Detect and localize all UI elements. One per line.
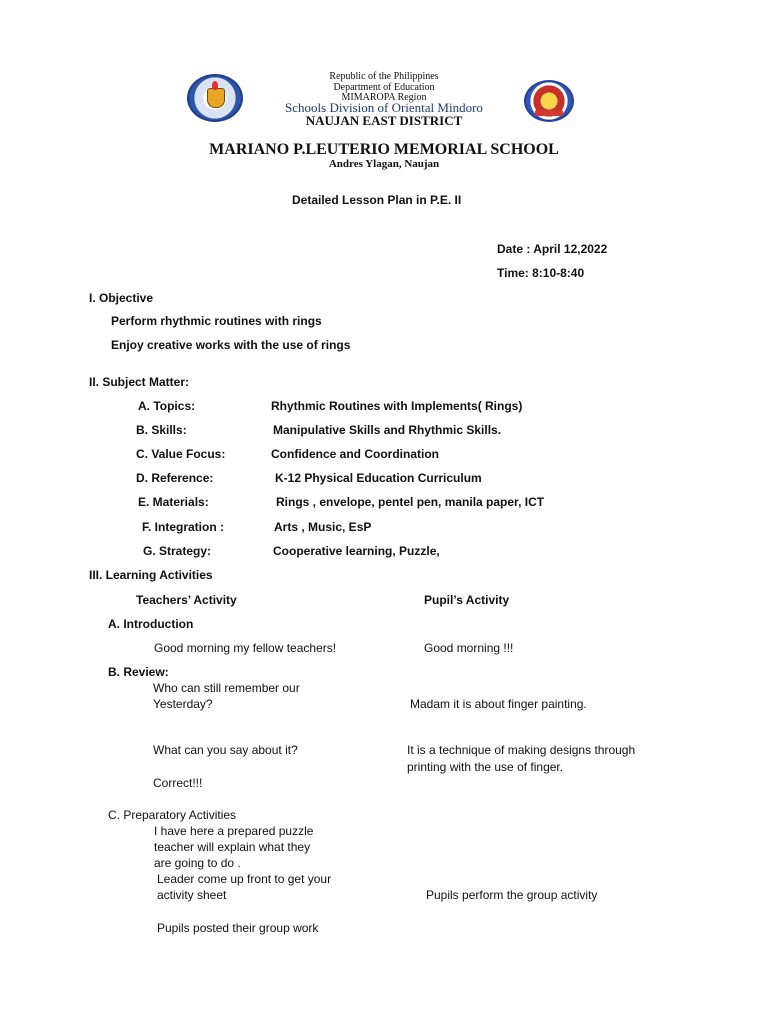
subject-label-materials: E. Materials: [138,495,209,509]
learning-activities-heading: III. Learning Activities [89,568,213,582]
subject-value-skills: Manipulative Skills and Rhythmic Skills. [273,423,502,437]
subject-value-value-focus: Confidence and Coordination [271,447,439,461]
intro-teacher-line: Good morning my fellow teachers! [154,641,337,655]
review-teacher-line: Yesterday? [153,697,213,711]
column-teachers-activity: Teachers’ Activity [136,593,237,607]
school-address: Andres Ylagan, Naujan [328,158,440,170]
header-district: NAUJAN EAST DISTRICT [305,113,463,128]
lesson-time: Time: 8:10-8:40 [497,266,585,280]
subject-value-integration: Arts , Music, EsP [274,520,372,534]
header-department: Department of Education [333,82,435,93]
subject-value-topics: Rhythmic Routines with Implements( Rings) [271,399,523,413]
objective-heading: I. Objective [89,291,154,305]
school-name: MARIANO P.LEUTERIO MEMORIAL SCHOOL [209,141,559,158]
subject-value-materials: Rings , envelope, pentel pen, manila paper, ICT [276,495,545,509]
lesson-date: Date : April 12,2022 [497,242,608,256]
header-division: Schools Division of Oriental Mindoro [285,100,483,115]
prep-teacher-line: are going to do . [154,856,241,870]
subject-value-reference: K-12 Physical Education Curriculum [275,471,482,485]
subject-label-topics: A. Topics: [138,399,196,413]
objective-item: Perform rhythmic routines with rings [111,314,322,328]
intro-pupil-line: Good morning !!! [424,641,514,655]
section-preparatory-activities: C. Preparatory Activities [108,808,237,822]
section-review: B. Review: [108,665,169,679]
subject-label-skills: B. Skills: [136,423,187,437]
review-teacher-line: What can you say about it? [153,743,298,757]
prep-teacher-line: activity sheet [157,888,227,902]
subject-label-value-focus: C. Value Focus: [136,447,226,461]
review-teacher-line: Who can still remember our [153,681,300,695]
header-region: MIMAROPA Region [341,92,427,103]
column-pupils-activity: Pupil’s Activity [424,593,510,607]
document-title: Detailed Lesson Plan in P.E. II [292,193,462,207]
objective-item: Enjoy creative works with the use of rings [111,338,351,352]
prep-teacher-line: Pupils posted their group work [157,921,319,935]
section-introduction: A. Introduction [108,617,194,631]
subject-label-integration: F. Integration : [142,520,224,534]
subject-label-strategy: G. Strategy: [143,544,212,558]
review-pupil-line: Madam it is about finger painting. [410,697,587,711]
review-pupil-line: It is a technique of making designs through [407,743,636,757]
review-teacher-line: Correct!!! [153,776,203,790]
subject-matter-heading: II. Subject Matter: [89,375,190,389]
subject-label-reference: D. Reference: [136,471,214,485]
prep-pupil-line: Pupils perform the group activity [426,888,598,902]
prep-teacher-line: I have here a prepared puzzle [154,824,314,838]
subject-value-strategy: Cooperative learning, Puzzle, [273,544,440,558]
header-republic: Republic of the Philippines [329,71,439,82]
prep-teacher-line: Leader come up front to get your [157,872,332,886]
prep-teacher-line: teacher will explain what they [154,840,311,854]
review-pupil-line: printing with the use of finger. [407,760,564,774]
